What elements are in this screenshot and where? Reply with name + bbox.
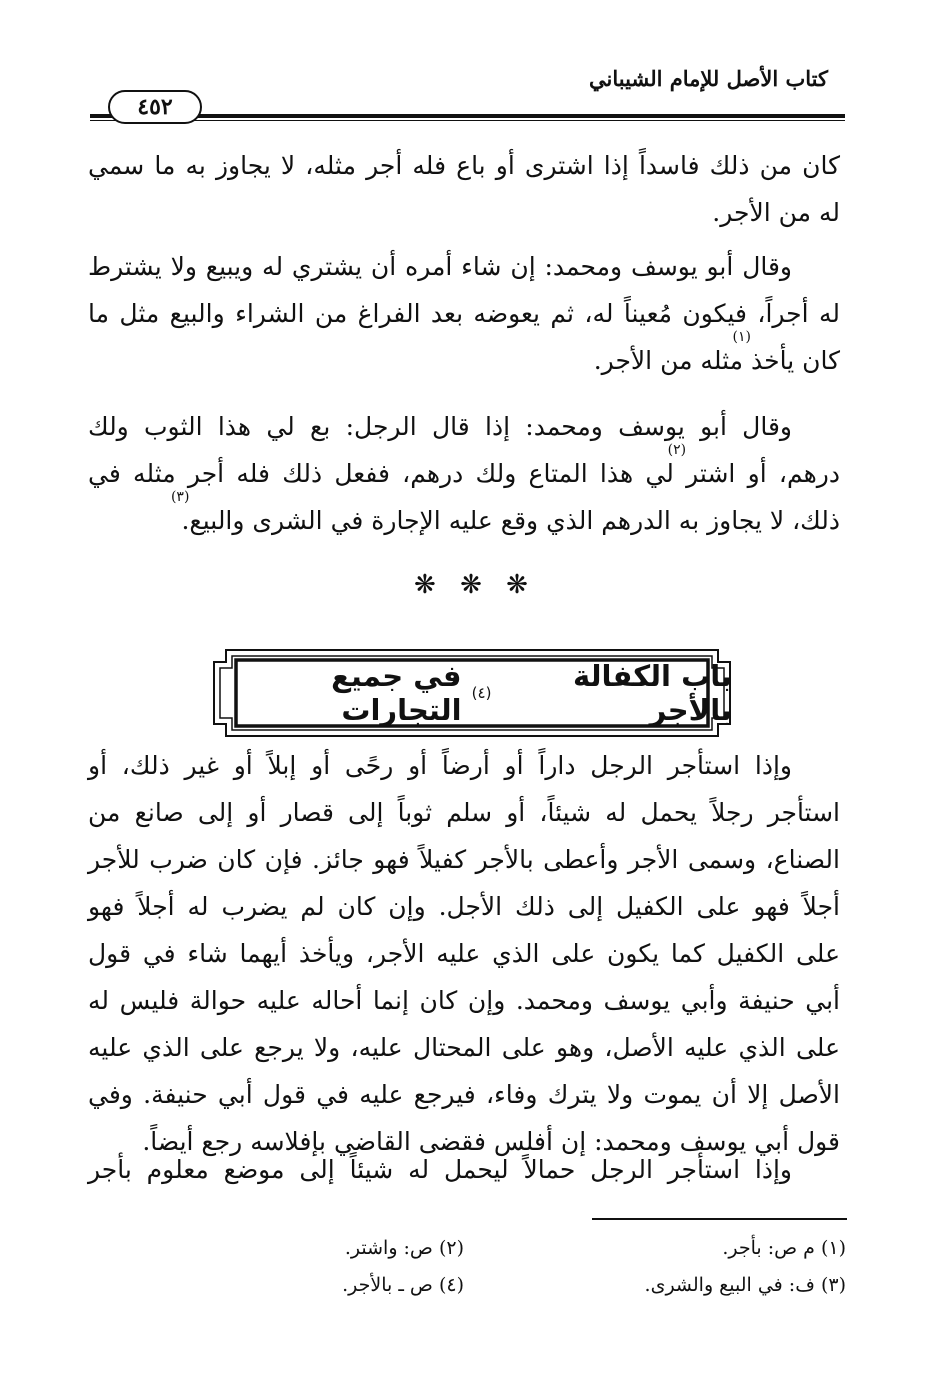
text-line-with-note: ذلك، لا يجاوز به الدرهم الذي وقع عليه الإجارة في الشرى والبيع (٣) . [170,489,840,535]
text-run: مثله من الأجر. [593,346,744,375]
footnote-separator [592,1218,847,1220]
footnote-3: (٣) ف: في البيع والشرى. [644,1274,846,1296]
text-line: أبي حنيفة وأبي يوسف ومحمد. وإن كان إنما أحاله عليه حوالة فليس له [88,986,840,1015]
text-run: درهم، أو اشتر [686,459,841,488]
section-separator-stars: ❋ ❋ ❋ [414,570,536,600]
page-number: ٤٥٢ [108,90,202,124]
text-line: استأجر رجلاً يحمل له شيئاً، أو سلم ثوباً إلى قصار أو إلى صانع من [88,798,840,827]
running-header-title: كتاب الأصل للإمام الشيباني [589,66,828,91]
footnote-2: (٢) ص: واشتر. [344,1237,464,1259]
paragraph-4 [88,742,840,1165]
text-line: أجلاً فهو على الكفيل إلى ذلك الأجل. وإن كان لم يضرب له أجلاً فهو [88,892,841,921]
text-line: الأصل إلا أن يموت ولا يترك وفاء، فيرجع عليه في قول أبي حنيفة. وفي [88,1080,840,1109]
footnote-4: (٤) ص ـ بالأجر. [342,1274,464,1296]
text-line: على الكفيل كما يكون على الذي عليه الأجر، ويأخذ أيهما شاء في قول [88,939,840,968]
text-run: كان يأخذ [751,346,840,375]
text-line: قول أبي يوسف ومحمد: إن أفلس فقضى القاضي بإفلاسه رجع أيضاً. [142,1127,840,1156]
text-line: وقال أبو يوسف ومحمد: إن شاء أمره أن يشتري له ويبيع ولا يشترط [88,252,792,281]
chapter-title-part-a: باب الكفالة بالأجر [573,659,732,727]
text-line: وإذا استأجر الرجل داراً أو أرضاً أو رحًى أو إبلاً أو غير ذلك، أو [88,751,792,780]
text-line: وقال أبو يوسف ومحمد: إذا قال الرجل: بع لي هذا الثوب ولك [88,412,792,441]
footnote-1: (١) م ص: بأجر. [722,1237,846,1259]
text-line: على الذي عليه الأصل، وهو على المحتال عليه، ولا يرجع على الذي عليه [88,1033,840,1062]
text-line: كان من ذلك فاسداً إذا اشترى أو باع فله أجر مثله، لا يجاوز به ما سمي [88,151,840,180]
header-rule-thick [90,114,845,118]
paragraph-1 [88,142,840,236]
text-line-with-note: كان يأخذ (١) مثله من الأجر. [593,329,840,375]
paragraph-2 [88,243,840,384]
text-run: ذلك، لا يجاوز به الدرهم الذي وقع عليه الإجارة في الشرى والبيع [189,506,840,535]
header-rule-thin [90,120,845,121]
footnote-mark-4: (٤) [471,684,492,702]
text-line: له من الأجر. [712,198,840,227]
chapter-title [212,648,732,738]
text-line-with-note: درهم، أو اشتر (٢) لي هذا المتاع ولك درهم، ففعل ذلك فله أجر مثله في [88,442,841,488]
text-line: الصناع، وسمى الأجر وأعطى بالأجر كفيلاً فهو جائز. فإن كان ضرب للأجر [88,845,840,874]
text-line: له أجراً، فيكون مُعيناً له، ثم يعوضه بعد الفراغ من الشراء والبيع مثل ما [88,299,840,328]
chapter-title-part-b: في جميع التجارات [331,659,462,727]
text-run: . [181,506,190,535]
paragraph-5 [88,1146,840,1193]
chapter-title-frame [212,648,732,738]
text-line: وإذا استأجر الرجل حمالاً ليحمل له شيئاً إلى موضع معلوم بأجر [88,1155,792,1184]
text-run: لي هذا المتاع ولك درهم، ففعل ذلك فله أجر مثله في [88,459,674,488]
paragraph-3 [88,403,840,544]
